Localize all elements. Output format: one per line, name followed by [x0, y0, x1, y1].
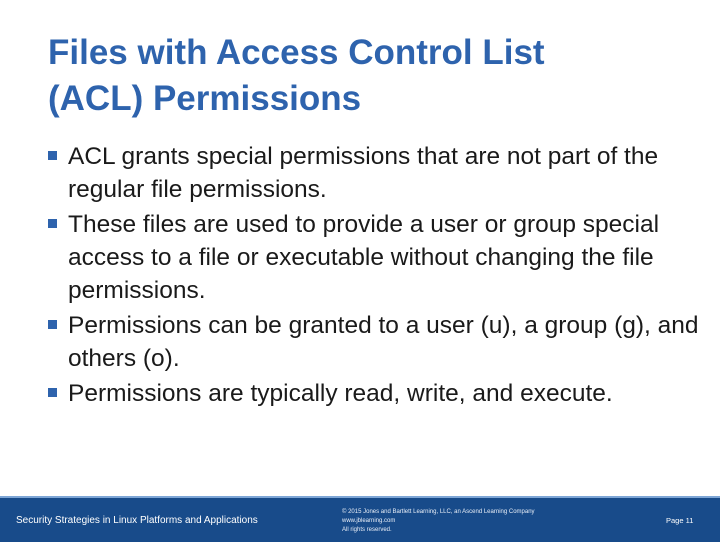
bullet-item — [46, 208, 706, 307]
bullet-text: These files are used to provide a user or group special access to a file or executable without changing the file permissions. — [68, 211, 660, 304]
bullet-item — [46, 309, 706, 375]
footer-copyright — [342, 508, 535, 535]
square-bullet-icon — [48, 388, 57, 397]
bullet-text: Permissions are typically read, write, and execute. — [68, 380, 613, 407]
bullet-text: ACL grants special permissions that are not part of the regular file permissions. — [68, 143, 659, 203]
page-number: Page 11 — [666, 516, 694, 525]
square-bullet-icon — [48, 320, 57, 329]
footer-course-title: Security Strategies in Linux Platforms and Applications — [16, 515, 258, 526]
square-bullet-icon — [48, 151, 57, 160]
bullet-item — [46, 140, 706, 206]
title-line-1: Files with Access Control List — [48, 33, 545, 72]
square-bullet-icon — [48, 219, 57, 228]
bullet-text: Permissions can be granted to a user (u), a group (g), and others (o). — [68, 312, 699, 372]
title-line-2: (ACL) Permissions — [48, 79, 362, 118]
bullet-list — [46, 140, 706, 412]
copyright-line-2: www.jblearning.com — [342, 518, 396, 524]
slide-title — [48, 30, 698, 122]
copyright-line-3: All rights reserved. — [342, 527, 392, 533]
footer-bar — [0, 496, 720, 542]
bullet-item — [46, 377, 706, 410]
copyright-line-1: © 2015 Jones and Bartlett Learning, LLC, an Ascend Learning Company — [342, 509, 535, 515]
